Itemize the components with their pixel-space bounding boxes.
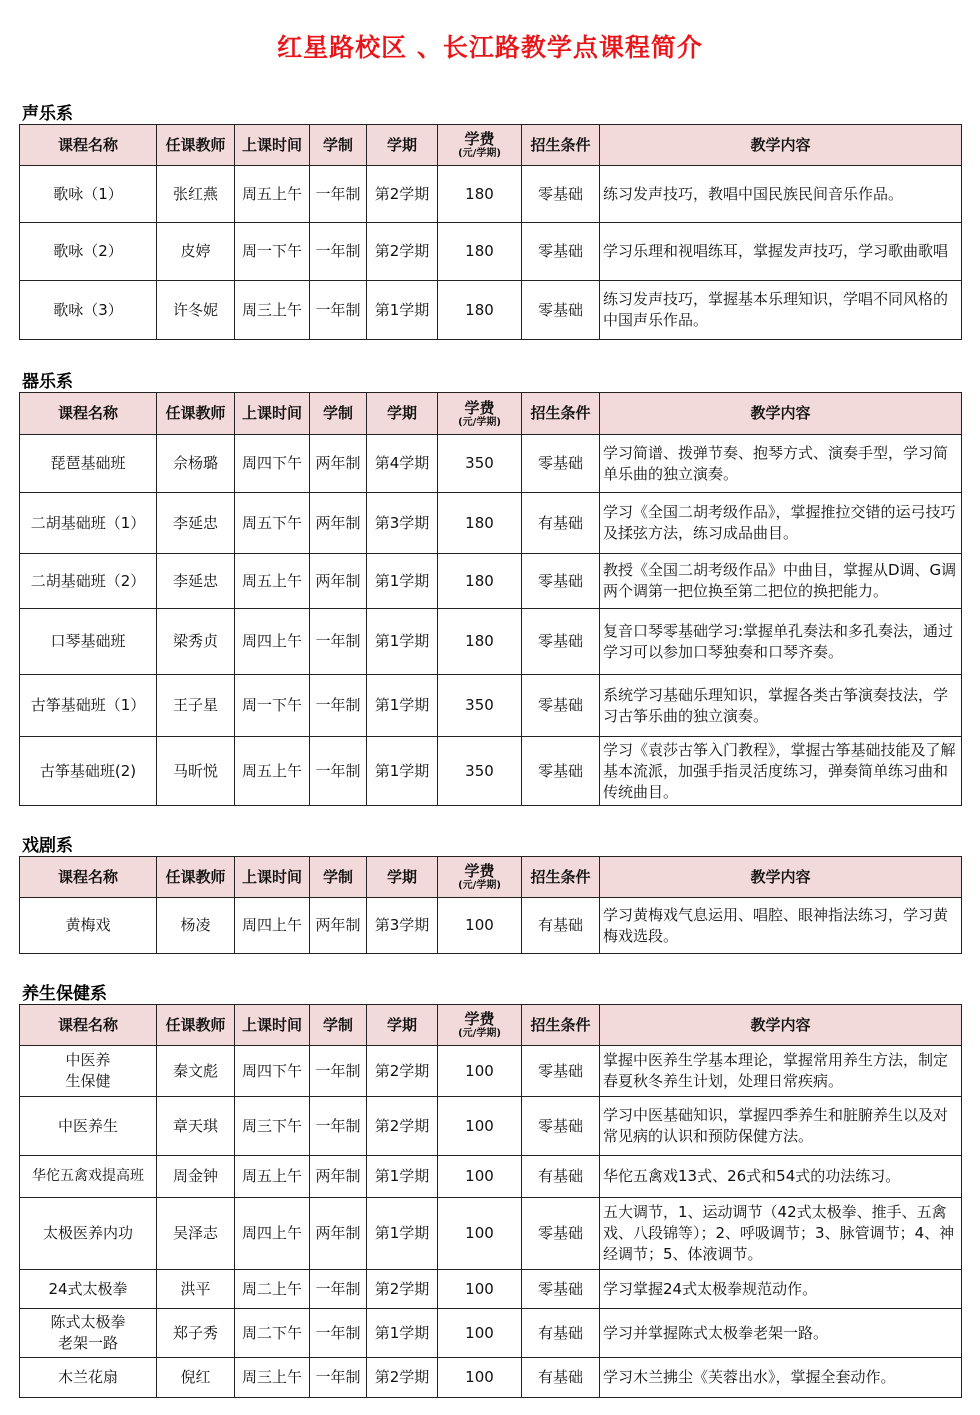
cell-time: 周四下午 xyxy=(235,435,310,493)
header-content: 教学内容 xyxy=(600,1005,962,1046)
section-title-vocal: 声乐系 xyxy=(22,104,73,124)
cell-content: 练习发声技巧，教唱中国民族民间音乐作品。 xyxy=(600,166,962,223)
table-row xyxy=(20,1198,962,1270)
header-fee xyxy=(438,393,522,435)
cell-teacher: 许冬妮 xyxy=(157,281,235,340)
cell-content: 学习简谱、拨弹节奏、抱琴方式、演奏手型，学习简单乐曲的独立演奏。 xyxy=(600,435,962,493)
cell-teacher: 李延忠 xyxy=(157,554,235,609)
cell-requirement: 零基础 xyxy=(522,1270,600,1309)
table-row xyxy=(20,675,962,737)
cell-term: 第1学期 xyxy=(367,1198,438,1270)
cell-requirement: 零基础 xyxy=(522,609,600,675)
cell-requirement: 零基础 xyxy=(522,1097,600,1156)
header-time: 上课时间 xyxy=(235,1005,310,1046)
section-title-health: 养生保健系 xyxy=(22,984,107,1004)
header-time: 上课时间 xyxy=(235,857,310,898)
section-title-instrumental: 器乐系 xyxy=(22,372,73,392)
cell-system: 一年制 xyxy=(310,609,367,675)
cell-time: 周五上午 xyxy=(235,554,310,609)
header-requirement: 招生条件 xyxy=(522,857,600,898)
cell-course-name: 中医养生 xyxy=(20,1097,157,1156)
course-table-health xyxy=(19,1004,962,1398)
cell-fee: 100 xyxy=(438,1046,522,1097)
cell-fee: 180 xyxy=(438,223,522,281)
header-teacher: 任课教师 xyxy=(157,857,235,898)
cell-fee: 180 xyxy=(438,493,522,554)
cell-time: 周一下午 xyxy=(235,675,310,737)
cell-time: 周四上午 xyxy=(235,898,310,954)
cell-system: 一年制 xyxy=(310,1309,367,1358)
cell-teacher: 王子星 xyxy=(157,675,235,737)
cell-time: 周五下午 xyxy=(235,493,310,554)
cell-course-name: 中医养生保健 xyxy=(20,1046,157,1097)
cell-system: 一年制 xyxy=(310,675,367,737)
cell-system: 两年制 xyxy=(310,435,367,493)
header-term: 学期 xyxy=(367,125,438,166)
course-table-instrumental xyxy=(19,392,962,806)
cell-content: 学习掌握24式太极拳规范动作。 xyxy=(600,1270,962,1309)
header-system: 学制 xyxy=(310,1005,367,1046)
cell-time: 周二上午 xyxy=(235,1270,310,1309)
cell-content: 学习《袁莎古筝入门教程》，掌握古筝基础技能及了解基本流派，加强手指灵活度练习，弹奏简单练习曲和传统曲目。 xyxy=(600,737,962,806)
cell-fee: 100 xyxy=(438,1270,522,1309)
header-course-name: 课程名称 xyxy=(20,393,157,435)
table-row xyxy=(20,898,962,954)
cell-system: 一年制 xyxy=(310,737,367,806)
cell-requirement: 零基础 xyxy=(522,737,600,806)
cell-term: 第2学期 xyxy=(367,1270,438,1309)
cell-teacher: 秦文彪 xyxy=(157,1046,235,1097)
cell-course-name: 古筝基础班（1） xyxy=(20,675,157,737)
table-row xyxy=(20,166,962,223)
cell-fee: 350 xyxy=(438,737,522,806)
cell-time: 周四上午 xyxy=(235,1198,310,1270)
table-row xyxy=(20,1358,962,1398)
table-row xyxy=(20,1097,962,1156)
cell-system: 两年制 xyxy=(310,493,367,554)
cell-time: 周五上午 xyxy=(235,1156,310,1198)
cell-requirement: 有基础 xyxy=(522,1309,600,1358)
cell-time: 周一下午 xyxy=(235,223,310,281)
cell-fee: 100 xyxy=(438,1358,522,1398)
cell-content: 学习木兰拂尘《芙蓉出水》，掌握全套动作。 xyxy=(600,1358,962,1398)
cell-time: 周二下午 xyxy=(235,1309,310,1358)
cell-course-name: 歌咏（1） xyxy=(20,166,157,223)
cell-fee: 180 xyxy=(438,554,522,609)
header-teacher: 任课教师 xyxy=(157,393,235,435)
cell-course-name: 木兰花扇 xyxy=(20,1358,157,1398)
table-header-row xyxy=(20,393,962,435)
cell-term: 第1学期 xyxy=(367,737,438,806)
cell-course-name: 华佗五禽戏提高班 xyxy=(20,1156,157,1198)
cell-system: 一年制 xyxy=(310,1046,367,1097)
header-content: 教学内容 xyxy=(600,393,962,435)
cell-requirement: 零基础 xyxy=(522,435,600,493)
cell-term: 第3学期 xyxy=(367,898,438,954)
cell-content: 掌握中医养生学基本理论，掌握常用养生方法，制定春夏秋冬养生计划，处理日常疾病。 xyxy=(600,1046,962,1097)
cell-fee: 100 xyxy=(438,1156,522,1198)
cell-teacher: 洪平 xyxy=(157,1270,235,1309)
header-term: 学期 xyxy=(367,1005,438,1046)
table-row xyxy=(20,1270,962,1309)
cell-requirement: 零基础 xyxy=(522,1198,600,1270)
header-fee-unit: (元/学期) xyxy=(458,880,501,891)
cell-requirement: 有基础 xyxy=(522,493,600,554)
cell-course-name: 太极医养内功 xyxy=(20,1198,157,1270)
cell-term: 第2学期 xyxy=(367,166,438,223)
header-fee-unit: (元/学期) xyxy=(458,1028,501,1039)
cell-system: 一年制 xyxy=(310,1270,367,1309)
cell-content: 学习中医基础知识，掌握四季养生和脏腑养生以及对常见病的认识和预防保健方法。 xyxy=(600,1097,962,1156)
cell-requirement: 有基础 xyxy=(522,1358,600,1398)
header-fee-label: 学费 xyxy=(464,398,495,417)
header-requirement: 招生条件 xyxy=(522,125,600,166)
cell-term: 第1学期 xyxy=(367,675,438,737)
cell-requirement: 零基础 xyxy=(522,554,600,609)
section-title-drama: 戏剧系 xyxy=(22,836,73,856)
table-header-row xyxy=(20,857,962,898)
cell-term: 第1学期 xyxy=(367,1156,438,1198)
header-course-name: 课程名称 xyxy=(20,1005,157,1046)
cell-requirement: 零基础 xyxy=(522,166,600,223)
cell-system: 一年制 xyxy=(310,281,367,340)
cell-course-name: 黄梅戏 xyxy=(20,898,157,954)
header-fee-label: 学费 xyxy=(464,130,495,148)
table-row xyxy=(20,554,962,609)
cell-time: 周三下午 xyxy=(235,1097,310,1156)
table-row xyxy=(20,1156,962,1198)
header-teacher: 任课教师 xyxy=(157,125,235,166)
course-table-vocal xyxy=(19,124,962,340)
cell-time: 周五上午 xyxy=(235,737,310,806)
table-row xyxy=(20,1046,962,1097)
cell-term: 第2学期 xyxy=(367,1046,438,1097)
course-table-drama xyxy=(19,856,962,954)
header-fee xyxy=(438,125,522,166)
cell-content: 教授《全国二胡考级作品》中曲目，掌握从D调、G调两个调第一把位换至第二把位的换把能力。 xyxy=(600,554,962,609)
header-requirement: 招生条件 xyxy=(522,1005,600,1046)
cell-term: 第1学期 xyxy=(367,554,438,609)
cell-system: 两年制 xyxy=(310,1198,367,1270)
table-row xyxy=(20,1309,962,1358)
header-fee xyxy=(438,857,522,898)
cell-term: 第1学期 xyxy=(367,1309,438,1358)
cell-course-name: 口琴基础班 xyxy=(20,609,157,675)
page-title: 红星路校区 、长江路教学点课程简介 xyxy=(277,33,703,62)
header-course-name: 课程名称 xyxy=(20,125,157,166)
cell-fee: 180 xyxy=(438,609,522,675)
cell-teacher: 章天琪 xyxy=(157,1097,235,1156)
cell-requirement: 有基础 xyxy=(522,1156,600,1198)
header-fee xyxy=(438,1005,522,1046)
cell-fee: 100 xyxy=(438,1097,522,1156)
cell-content: 系统学习基础乐理知识，掌握各类古筝演奏技法，学习古筝乐曲的独立演奏。 xyxy=(600,675,962,737)
cell-fee: 180 xyxy=(438,281,522,340)
cell-term: 第2学期 xyxy=(367,1097,438,1156)
table-row xyxy=(20,281,962,340)
cell-course-name: 琵琶基础班 xyxy=(20,435,157,493)
cell-course-name: 陈式太极拳老架一路 xyxy=(20,1309,157,1358)
cell-teacher: 佘杨璐 xyxy=(157,435,235,493)
cell-requirement: 零基础 xyxy=(522,223,600,281)
cell-teacher: 吴泽志 xyxy=(157,1198,235,1270)
cell-content: 学习《全国二胡考级作品》，掌握推拉交错的运弓技巧及揉弦方法，练习成品曲目。 xyxy=(600,493,962,554)
cell-teacher: 杨凌 xyxy=(157,898,235,954)
cell-system: 一年制 xyxy=(310,223,367,281)
cell-fee: 180 xyxy=(438,166,522,223)
cell-course-name: 二胡基础班（2） xyxy=(20,554,157,609)
cell-teacher: 郑子秀 xyxy=(157,1309,235,1358)
cell-fee: 100 xyxy=(438,1309,522,1358)
header-course-name: 课程名称 xyxy=(20,857,157,898)
cell-time: 周四上午 xyxy=(235,609,310,675)
cell-system: 一年制 xyxy=(310,166,367,223)
cell-term: 第1学期 xyxy=(367,609,438,675)
cell-time: 周四下午 xyxy=(235,1046,310,1097)
cell-content: 复音口琴零基础学习:掌握单孔奏法和多孔奏法，通过学习可以参加口琴独奏和口琴齐奏。 xyxy=(600,609,962,675)
cell-time: 周三上午 xyxy=(235,281,310,340)
cell-term: 第2学期 xyxy=(367,223,438,281)
table-row xyxy=(20,493,962,554)
cell-course-name: 歌咏（2） xyxy=(20,223,157,281)
cell-course-name: 二胡基础班（1） xyxy=(20,493,157,554)
cell-requirement: 零基础 xyxy=(522,1046,600,1097)
cell-content: 学习乐理和视唱练耳，掌握发声技巧，学习歌曲歌唱 xyxy=(600,223,962,281)
header-teacher: 任课教师 xyxy=(157,1005,235,1046)
cell-requirement: 零基础 xyxy=(522,675,600,737)
header-content: 教学内容 xyxy=(600,857,962,898)
header-fee-unit: (元/学期) xyxy=(458,148,501,159)
table-row xyxy=(20,223,962,281)
cell-system: 两年制 xyxy=(310,554,367,609)
header-fee-label: 学费 xyxy=(464,1010,495,1028)
table-header-row xyxy=(20,125,962,166)
cell-content: 学习并掌握陈式太极拳老架一路。 xyxy=(600,1309,962,1358)
cell-content: 练习发声技巧，掌握基本乐理知识，学唱不同风格的中国声乐作品。 xyxy=(600,281,962,340)
cell-requirement: 零基础 xyxy=(522,281,600,340)
cell-term: 第2学期 xyxy=(367,1358,438,1398)
header-fee-label: 学费 xyxy=(464,862,495,880)
cell-content: 五大调节，1、运动调节（42式太极拳、推手、五禽戏、八段锦等）；2、呼吸调节；3、脉管调节；4、神经调节；5、体液调节。 xyxy=(600,1198,962,1270)
cell-fee: 350 xyxy=(438,675,522,737)
cell-time: 周五上午 xyxy=(235,166,310,223)
cell-teacher: 皮婷 xyxy=(157,223,235,281)
header-system: 学制 xyxy=(310,857,367,898)
header-system: 学制 xyxy=(310,393,367,435)
table-row xyxy=(20,737,962,806)
cell-content: 学习黄梅戏气息运用、唱腔、眼神指法练习，学习黄梅戏选段。 xyxy=(600,898,962,954)
table-row xyxy=(20,435,962,493)
cell-teacher: 张红燕 xyxy=(157,166,235,223)
cell-term: 第4学期 xyxy=(367,435,438,493)
cell-time: 周三上午 xyxy=(235,1358,310,1398)
cell-system: 两年制 xyxy=(310,898,367,954)
cell-teacher: 梁秀贞 xyxy=(157,609,235,675)
cell-requirement: 有基础 xyxy=(522,898,600,954)
header-system: 学制 xyxy=(310,125,367,166)
cell-teacher: 倪红 xyxy=(157,1358,235,1398)
table-row xyxy=(20,609,962,675)
cell-system: 两年制 xyxy=(310,1156,367,1198)
header-content: 教学内容 xyxy=(600,125,962,166)
cell-fee: 100 xyxy=(438,1198,522,1270)
header-requirement: 招生条件 xyxy=(522,393,600,435)
header-fee-unit: (元/学期) xyxy=(458,416,501,428)
cell-fee: 350 xyxy=(438,435,522,493)
table-header-row xyxy=(20,1005,962,1046)
header-term: 学期 xyxy=(367,393,438,435)
cell-teacher: 李延忠 xyxy=(157,493,235,554)
cell-system: 一年制 xyxy=(310,1358,367,1398)
header-time: 上课时间 xyxy=(235,125,310,166)
cell-system: 一年制 xyxy=(310,1097,367,1156)
cell-fee: 100 xyxy=(438,898,522,954)
header-time: 上课时间 xyxy=(235,393,310,435)
cell-course-name: 古筝基础班(2) xyxy=(20,737,157,806)
cell-term: 第3学期 xyxy=(367,493,438,554)
cell-teacher: 周金钟 xyxy=(157,1156,235,1198)
cell-term: 第1学期 xyxy=(367,281,438,340)
cell-course-name: 24式太极拳 xyxy=(20,1270,157,1309)
cell-teacher: 马昕悦 xyxy=(157,737,235,806)
header-term: 学期 xyxy=(367,857,438,898)
cell-course-name: 歌咏（3） xyxy=(20,281,157,340)
cell-content: 华佗五禽戏13式、26式和54式的功法练习。 xyxy=(600,1156,962,1198)
